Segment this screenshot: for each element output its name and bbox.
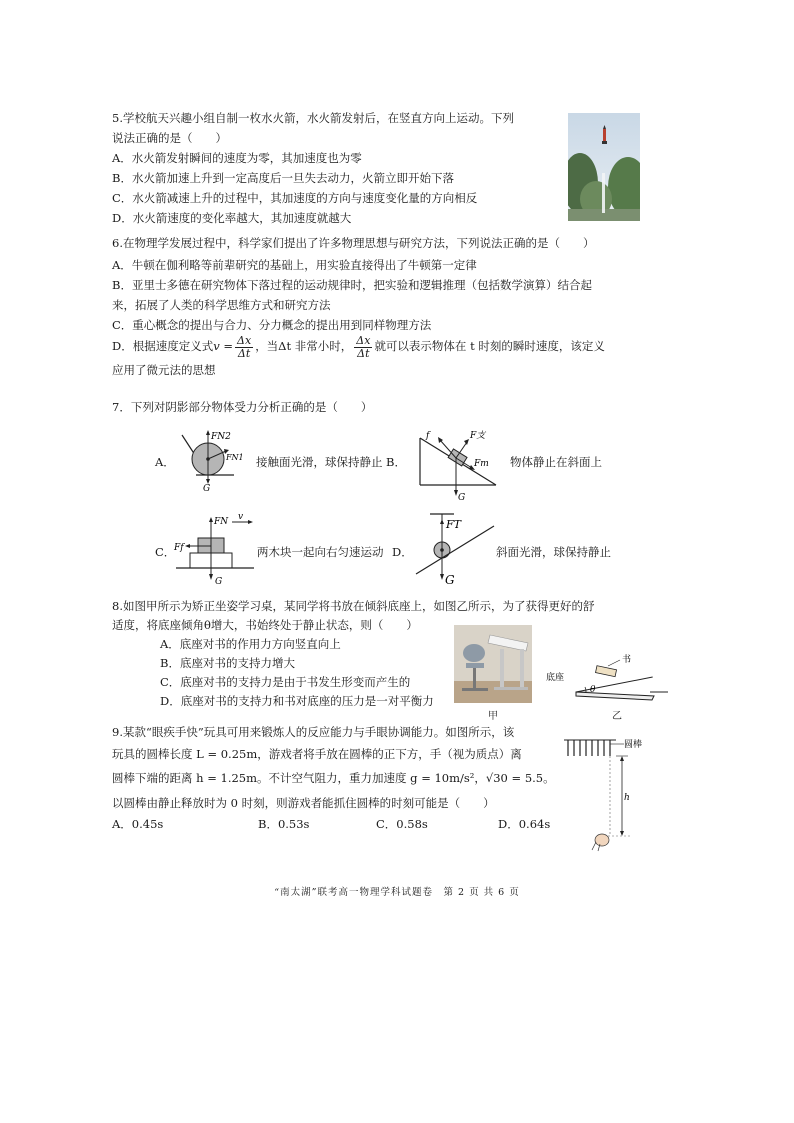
q5-stem-line2: 说法正确的是（ ） xyxy=(112,131,227,145)
q9-stem-line1: 9.某款“眼疾手快”玩具可用来锻炼人的反应能力与手眼协调能力。如图所示，该 xyxy=(112,725,515,739)
caption-jia: 甲 xyxy=(488,711,498,722)
q5-stem-line1: 5.学校航天兴趣小组自制一枚水火箭，水火箭发射后，在竖直方向上运动。下列 xyxy=(112,111,514,125)
label-ff: Ff xyxy=(174,543,184,553)
frac1-denominator: Δt xyxy=(237,346,251,360)
q7-c-desc: 两木块一起向右匀速运动 xyxy=(257,545,384,559)
label-v: v xyxy=(238,512,244,522)
frac2-numerator: Δx xyxy=(356,333,371,347)
label-fn-c: FN xyxy=(214,517,229,527)
q6-option-a: A．牛顿在伽利略等前辈研究的基础上，用实验直接得出了牛顿第一定律 xyxy=(112,258,477,272)
q7-figure-c xyxy=(170,510,260,588)
q9-stem-line2: 玩具的圆棒长度 L = 0.25m，游戏者将手放在圆棒的正下方，手（视为质点）离 xyxy=(112,747,522,761)
q7-stem: 7．下列对阴影部分物体受力分析正确的是（ ） xyxy=(112,400,373,414)
q9-stem-line3: 圆棒下端的距离 h = 1.25m。不计空气阻力，重力加速度 g = 10m/s²，√30 = 5.5。 xyxy=(112,771,555,785)
hand-icon xyxy=(592,834,609,851)
label-rod: 圆棒 xyxy=(624,740,643,750)
q6-d-v: v = xyxy=(213,339,234,353)
q7-a-label: A． xyxy=(155,455,175,469)
label-fn2: FN2 xyxy=(211,432,231,442)
label-base: 底座 xyxy=(546,673,565,683)
label-g-b: G xyxy=(458,493,466,502)
q7-b-label: B． xyxy=(386,455,406,469)
label-g-a: G xyxy=(203,484,211,491)
q5-option-a: A．水火箭发射瞬间的速度为零，其加速度也为零 xyxy=(112,151,362,165)
q7-a-desc: 接触面光滑，球保持静止 xyxy=(256,455,383,469)
q6-option-b-line2: 来，拓展了人类的科学思维方式和研究方法 xyxy=(112,298,331,312)
caption-yi: 乙 xyxy=(612,711,622,722)
q7-figure-b xyxy=(412,422,502,505)
q8-stem-line1: 8.如图甲所示为矫正坐姿学习桌，某同学将书放在倾斜底座上，如图乙所示，为了获得更好的舒 xyxy=(112,599,595,613)
water-rocket-photo xyxy=(568,113,640,221)
study-desk-photo xyxy=(454,625,532,703)
q6-d-mid: ，当Δt 非常小时， xyxy=(255,339,353,353)
q7-figure-a xyxy=(174,425,254,494)
q7-d-label: D． xyxy=(392,545,413,559)
velocity-fraction-2 xyxy=(354,335,372,360)
q8-stem-line2: 适度，将底座倾角θ增大，书始终处于静止状态，则（ ） xyxy=(112,618,418,632)
q7-c-label: C． xyxy=(155,545,176,559)
q6-d-prefix: D．根据速度定义式 xyxy=(112,339,214,353)
q5-option-d: D．水火箭速度的变化率越大，其加速度就越大 xyxy=(112,211,352,225)
q5-option-b: B．水火箭加速上升到一定高度后一旦失去动力，火箭立即开始下落 xyxy=(112,171,454,185)
q8-option-c: C．底座对书的支持力是由于书发生形变而产生的 xyxy=(160,675,411,689)
label-book: 书 xyxy=(622,655,632,665)
q9-option-b: B．0.53s xyxy=(258,817,310,831)
label-g-c: G xyxy=(215,577,223,585)
q5-option-c: C．水火箭减速上升的过程中，其加速度的方向与速度变化量的方向相反 xyxy=(112,191,478,205)
label-fn1: FN1 xyxy=(226,453,244,462)
q6-option-b-line1: B．亚里士多德在研究物体下落过程的运动规律时，把实验和逻辑推理（包括数学演算）结合起 xyxy=(112,278,592,292)
label-theta: θ xyxy=(590,685,596,695)
q9-stem-line4: 以圆棒由静止释放时为 0 时刻，则游戏者能抓住圆棒的时刻可能是（ ） xyxy=(112,796,495,810)
q8-option-d: D．底座对书的支持力和书对底座的压力是一对平衡力 xyxy=(160,694,434,708)
q9-option-d: D．0.64s xyxy=(498,817,551,831)
q7-d-desc: 斜面光滑，球保持静止 xyxy=(496,545,611,559)
label-fzhi: F支 xyxy=(470,431,486,441)
frac1-numerator: Δx xyxy=(237,333,252,347)
falling-rod-diagram xyxy=(560,734,650,855)
q7-figure-d xyxy=(410,508,500,591)
velocity-fraction-1 xyxy=(235,335,253,360)
q6-option-c: C．重心概念的提出与合力、分力概念的提出用到同样物理方法 xyxy=(112,318,432,332)
q7-b-desc: 物体静止在斜面上 xyxy=(510,455,602,469)
frac2-denominator: Δt xyxy=(357,346,370,360)
q6-option-d-line1 xyxy=(112,334,605,360)
label-ft: FT xyxy=(446,518,461,531)
q9-option-a: A．0.45s xyxy=(112,817,164,831)
label-fm: Fm xyxy=(474,459,489,469)
label-g-d: G xyxy=(445,573,455,587)
page-footer: “南太湖”联考高一物理学科试题卷 第 2 页 共 6 页 xyxy=(274,887,520,898)
q8-option-a: A．底座对书的作用力方向竖直向上 xyxy=(160,637,341,651)
q9-option-c: C．0.58s xyxy=(376,817,428,831)
q6-stem: 6.在物理学发展过程中，科学家们提出了许多物理思想与研究方法，下列说法正确的是（ ） xyxy=(112,236,595,250)
label-h: h xyxy=(624,793,630,803)
q8-option-b: B．底座对书的支持力增大 xyxy=(160,656,295,670)
q6-option-d-line2: 应用了微元法的思想 xyxy=(112,363,216,377)
q6-d-post: 就可以表示物体在 t 时刻的瞬时速度，该定义 xyxy=(374,339,605,353)
book-on-incline-diagram xyxy=(546,652,670,705)
label-f-b: f xyxy=(426,431,430,441)
